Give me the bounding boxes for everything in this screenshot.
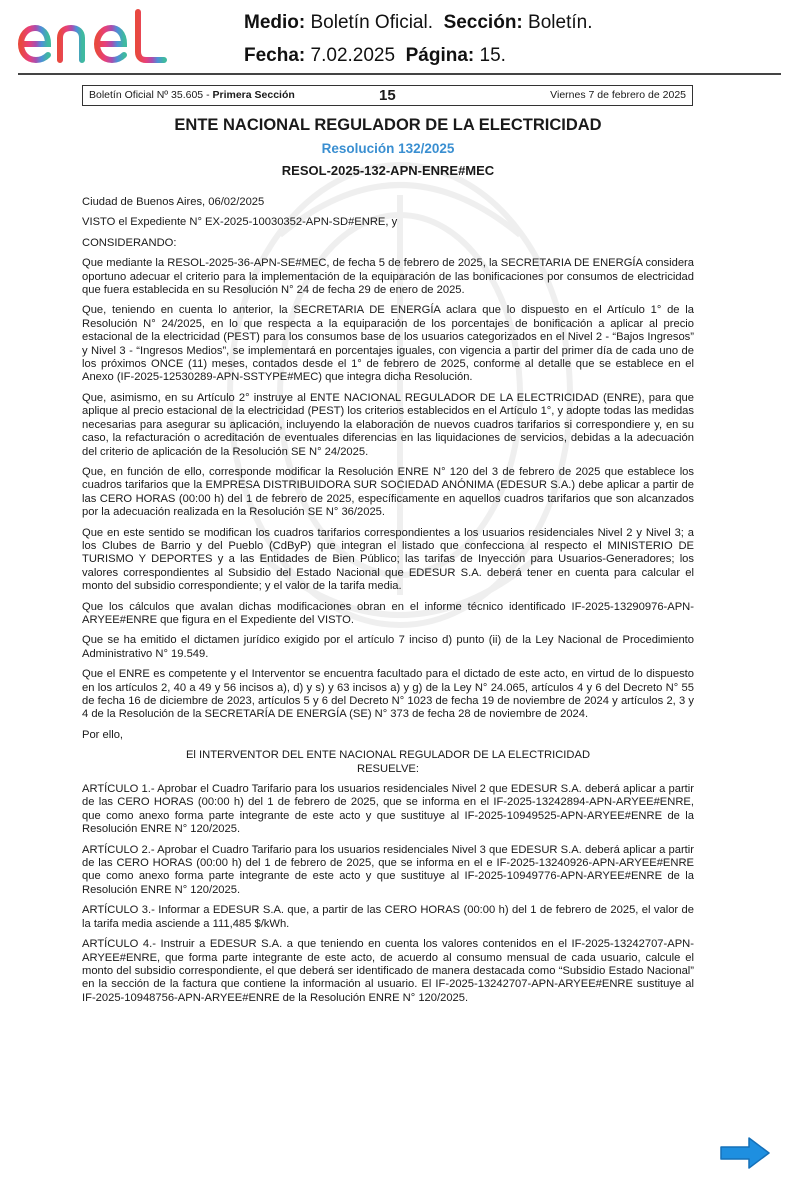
doc-resolution: Resolución 132/2025	[321, 141, 455, 156]
meta-line-1	[244, 6, 592, 39]
next-page-arrow-icon[interactable]	[719, 1136, 771, 1170]
paragraph: Que, en función de ello, corresponde modificar la Resolución ENRE N° 120 del 3 de febrero de 2025 que establece los cuadros tarifarios que la EMPRESA DISTRIBUIDORA SUR SOCIEDAD ANÓNIMA (EDESUR S.A.) debe aplicar a partir de las CERO HORAS (00:00 h) del 1 de febrero de 2025, específicamente en aquellos cuadros tarifarios que son alcanzados por la adecuación realizada en la Resolución SE N° 36/2025.	[82, 465, 694, 519]
enel-logo	[14, 6, 174, 68]
doc-title: ENTE NACIONAL REGULADOR DE LA ELECTRICIDAD	[174, 116, 602, 134]
resuelve-heading: RESUELVE:	[357, 762, 419, 775]
article: ARTÍCULO 3.- Informar a EDESUR S.A. que, a partir de las CERO HORAS (00:00 h) del 1 de febrero de 2025, el valor de la tarifa media asciende a 111,485 $/kWh.	[82, 904, 694, 930]
fecha-value: 7.02.2025	[310, 45, 396, 66]
medio-label: Medio:	[244, 12, 306, 33]
bulletin-header	[82, 85, 693, 106]
fecha-label: Fecha:	[244, 45, 306, 66]
paragraph: Que en este sentido se modifican los cuadros tarifarios correspondientes a los usuarios residenciales Nivel 2 y Nivel 3; a los Clubes de Barrio y del Pueblo (CdByP) que integran el listado que confecciona al respecto el MINISTERIO DE TURISMO Y DEPORTES y a las Entidades de Bien Público; las tarifas de Inyección para Usuarios-Generadores; los valores correspondientes al Subsidio del Estado Nacional que EDESUR S.A. deberá tener en cuenta para calcular el monto del subsidio correspondiente; y el valor de la tarifa media.	[82, 526, 694, 593]
paragraph: Que los cálculos que avalan dichas modificaciones obran en el informe técnico identificado IF-2025-13290976-APN-ARYEE#ENRE que figura en el Expediente del VISTO.	[82, 600, 694, 626]
document-body	[82, 112, 694, 1012]
seccion-value: Boletín.	[528, 12, 593, 33]
paragraph: Ciudad de Buenos Aires, 06/02/2025	[82, 196, 265, 208]
article: ARTÍCULO 4.- Instruir a EDESUR S.A. a que teniendo en cuenta los valores contenidos en el IF-2025-13242707-APN-ARYEE#ENRE, que forma parte integrante de este acto, de acuerdo al consumo mensual de cada usuario, calcule el monto del subsidio correspondiente, el que deberá ser identificado de manera destacada como “Subsidio Estado Nacional” en la sección de la factura que contiene la información al usuario. El IF-2025-13242707-APN-ARYEE#ENRE sustituye al IF-2025-10948756-APN-ARYEE#ENRE de la Resolución ENRE N° 120/2025.	[82, 938, 694, 1004]
paragraph: Que el ENRE es competente y el Interventor se encuentra facultado para el dictado de este acto, en virtud de lo dispuesto en los artículos 2, 40 a 49 y 56 incisos a), d) y s) y 63 incisos a) y g) de la Ley N° 24.065, artículos 4 y 6 del Decreto N° 55 de fecha 16 de diciembre de 2023, artículos 5 y 6 del Decreto N° 1023 de fecha 19 de noviembre de 2024 y artículos 2, 3 y 4 de la Resolución de la SECRETARÍA DE ENERGÍA (SE) N° 373 de fecha 28 de noviembre de 2024.	[82, 668, 694, 721]
meta-line-2	[244, 39, 592, 72]
clipping-meta	[244, 6, 592, 72]
seccion-label: Sección:	[443, 12, 523, 33]
paragraph: Que, asimismo, en su Artículo 2° instruye al ENTE NACIONAL REGULADOR DE LA ELECTRICIDAD (ENRE), para que aplique al precio estacional de la electricidad (PEST) los criterios establecidos en el Artículo 1°, y adopte todas las medidas necesarias para asegurar su aplicación, incluyendo la elaboración de nuevos cuadros tarifarios si correspondiere y, en su caso, la refacturación o acreditación de eventuales diferencias en las liquidaciones de servicios, debidas a la adecuación del criterio de aplicación de la Resolución SE N° 24/2025.	[82, 391, 694, 458]
paragraph: Por ello,	[82, 728, 124, 741]
medio-value: Boletín Oficial.	[310, 12, 433, 33]
pagina-label: Página:	[405, 45, 475, 66]
interventor-heading: El INTERVENTOR DEL ENTE NACIONAL REGULADOR DE LA ELECTRICIDAD	[185, 749, 591, 762]
bulletin-edition: Boletín Oficial Nº 35.605 - Primera Sección	[89, 89, 295, 101]
bulletin-page: 15	[379, 87, 396, 104]
bulletin-date: Viernes 7 de febrero de 2025	[550, 89, 686, 101]
pagina-value: 15.	[479, 45, 506, 66]
paragraph: Que se ha emitido el dictamen jurídico exigido por el artículo 7 inciso d) punto (ii) de la Ley Nacional de Procedimiento Administrativo N° 19.549.	[82, 634, 694, 660]
paragraph: CONSIDERANDO:	[82, 236, 177, 249]
paragraph: Que, teniendo en cuenta lo anterior, la SECRETARIA DE ENERGÍA aclara que lo dispuesto en el Artículo 1° de la Resolución N° 24/2025, en lo que respecta a la equiparación de los porcentajes de bonificación a aplicar al precio estacional de la electricidad (PEST) para los consumos base de los usuarios categorizados en el Nivel 2 - “Bajos Ingresos” y Nivel 3 - “Ingresos Medios”, se implementará en porcentajes iguales, con vigencia a partir del primer día de cada uno de los próximos ONCE (11) meses, contados desde el 1° de febrero de 2025, conforme al detalle que se establece en el Anexo (IF-2025-12530289-APN-SSTYPE#MEC) que integra dicha Resolución.	[82, 304, 694, 384]
header-divider	[18, 73, 781, 75]
doc-code: RESOL-2025-132-APN-ENRE#MEC	[281, 163, 495, 178]
article: ARTÍCULO 2.- Aprobar el Cuadro Tarifario para los usuarios residenciales Nivel 3 que EDESUR S.A. deberá aplicar a partir de las CERO HORAS (00:00 h) del 1 de febrero de 2025, que se informa en el e IF-2025-13240926-APN-ARYEE#ENRE que como anexo forma parte integrante de este acto y que sustituye al IF-2025-10949776-APN-ARYEE#ENRE de la Resolución ENRE N° 120/2025.	[82, 843, 694, 896]
bulletin-section: Primera Sección	[212, 89, 295, 101]
paragraph: Que mediante la RESOL-2025-36-APN-SE#MEC, de fecha 5 de febrero de 2025, la SECRETARIA DE ENERGÍA considera oportuno adecuar el criterio para la implementación de la equiparación de las bonificaciones por consumos de electricidad que fuera establecida en su Resolución N° 24 de fecha 29 de enero de 2025.	[82, 257, 694, 297]
paragraph: VISTO el Expediente N° EX-2025-10030352-APN-SD#ENRE, y	[82, 216, 398, 229]
article: ARTÍCULO 1.- Aprobar el Cuadro Tarifario para los usuarios residenciales Nivel 2 que EDESUR S.A. deberá aplicar a partir de las CERO HORAS (00:00 h) del 1 de febrero de 2025, que se informa en el IF-2025-13242894-APN-ARYEE#ENRE, que como anexo forma parte integrante de este acto y que sustituye al IF-2025-10949525-APN-ARYEE#ENRE de la Resolución ENRE N° 120/2025.	[82, 783, 694, 836]
